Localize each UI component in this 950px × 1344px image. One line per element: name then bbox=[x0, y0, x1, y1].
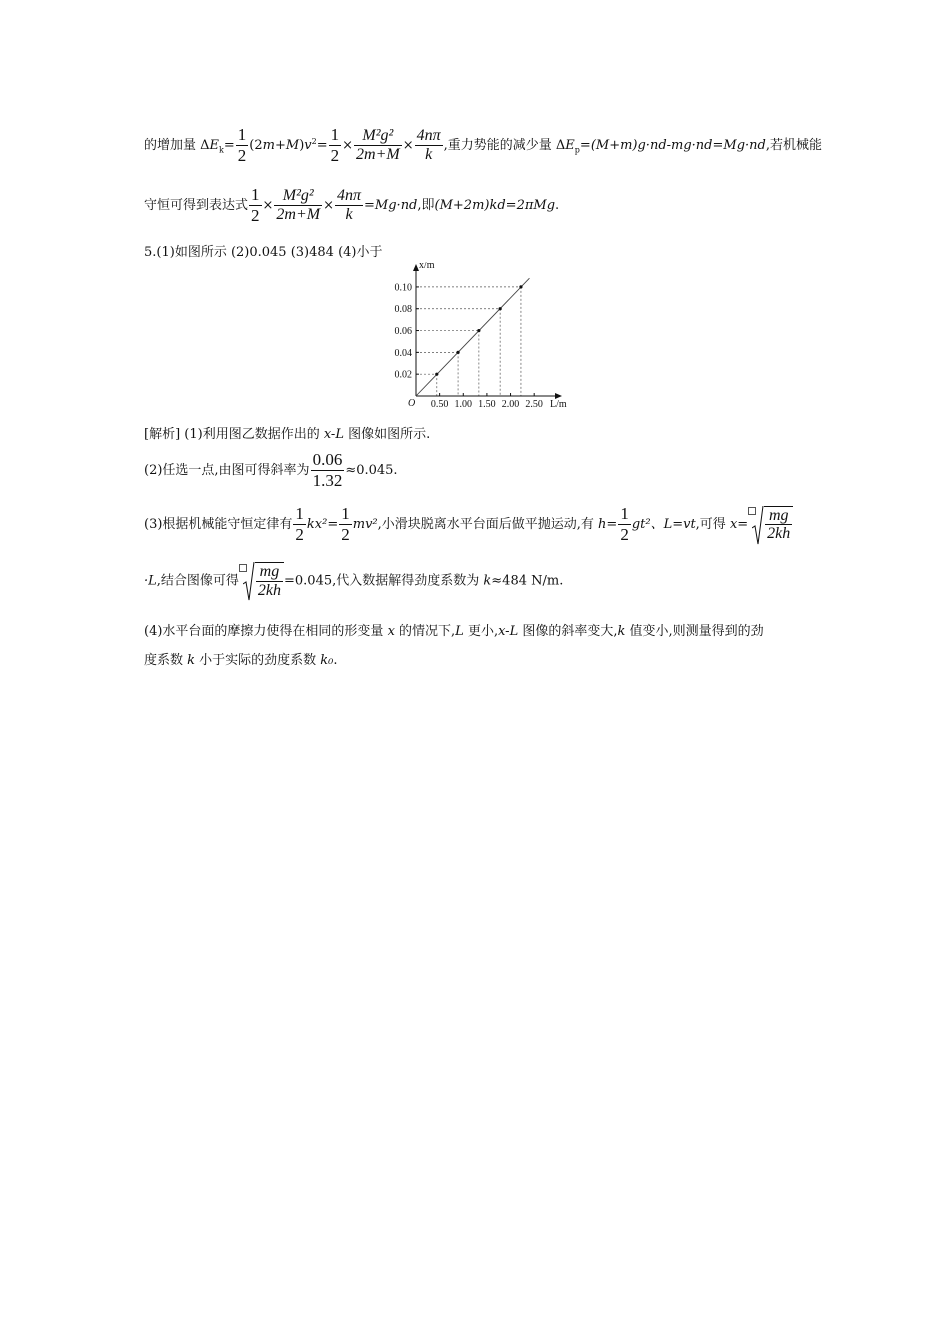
text: x-L bbox=[498, 624, 519, 639]
var-E: E bbox=[209, 138, 220, 154]
text: 的情况下, bbox=[394, 624, 456, 639]
text: (2)任选一点,由图可得斜率为 bbox=[144, 463, 310, 479]
text: 的增加量 Δ bbox=[144, 138, 210, 154]
var-E: E bbox=[565, 138, 575, 154]
y-tick-label-3: 0.08 bbox=[394, 304, 412, 316]
fraction: $\frac{1}{2}$ bbox=[341, 504, 350, 544]
text: ≈0.045. bbox=[345, 463, 398, 479]
text: ,可得 bbox=[695, 517, 730, 533]
text: (2 bbox=[249, 138, 263, 154]
answer-line: 5.(1)如图所示 (2)0.045 (3)484 (4)小于 bbox=[144, 245, 383, 260]
text: = bbox=[223, 138, 235, 154]
subscript: k bbox=[219, 145, 224, 155]
text: k bbox=[187, 653, 196, 668]
fraction: $\frac{mg}{2kh}$ bbox=[257, 563, 282, 599]
text: k bbox=[483, 573, 492, 589]
text: × bbox=[323, 198, 335, 214]
text: ,结合图像可得 bbox=[156, 573, 239, 589]
analysis-line-2 bbox=[144, 451, 398, 490]
y-tick-label-0: 0.02 bbox=[394, 369, 412, 381]
text: × bbox=[342, 138, 354, 154]
text: 图像的斜率变大, bbox=[518, 624, 618, 639]
text: 守恒可得到表达式 bbox=[144, 198, 249, 214]
y-tick-label-4: 0.10 bbox=[394, 282, 412, 294]
y-axis-label: x/m bbox=[419, 262, 435, 271]
text-line-2 bbox=[144, 186, 559, 225]
text: × bbox=[262, 198, 274, 214]
text: =0.045,代入数据解得劲度系数为 bbox=[284, 573, 484, 589]
origin-label: O bbox=[408, 398, 416, 409]
text: ,即 bbox=[417, 198, 435, 214]
var-v: v bbox=[304, 138, 312, 154]
data-point-4 bbox=[519, 285, 522, 288]
text-line-1 bbox=[144, 126, 822, 165]
text: + bbox=[274, 138, 286, 154]
data-point-3 bbox=[499, 307, 502, 310]
x-tick-label-0: 0.50 bbox=[430, 399, 449, 410]
text: ) bbox=[299, 138, 305, 154]
data-point-2 bbox=[477, 329, 480, 332]
x-tick-label-3: 2.00 bbox=[501, 399, 520, 410]
fraction: $\frac{1}{2}$ bbox=[237, 125, 247, 165]
text: L bbox=[455, 624, 464, 639]
text: 度系数 bbox=[144, 653, 188, 668]
text: x-L bbox=[323, 427, 344, 442]
text: (M+2m)kd=2πMg bbox=[434, 198, 556, 214]
sqrt-expression bbox=[752, 506, 793, 544]
fraction: $\frac{4n\pi}{k}$ bbox=[337, 187, 362, 223]
text: . bbox=[555, 198, 560, 214]
fraction: $\frac{1}{2}$ bbox=[330, 125, 340, 165]
fraction: $\frac{0.06}{1.32}$ bbox=[312, 450, 343, 490]
analysis-line-4 bbox=[144, 562, 563, 600]
text: ,若机械能 bbox=[765, 138, 822, 154]
text: × bbox=[402, 138, 414, 154]
x-axis-label: L/m bbox=[550, 399, 567, 410]
text: . bbox=[333, 653, 338, 668]
text: = bbox=[316, 138, 328, 154]
text: (4)水平台面的摩擦力使得在相同的形变量 bbox=[144, 624, 388, 639]
text: (3)根据机械能守恒定律有 bbox=[144, 517, 293, 533]
x-tick-label-2: 1.50 bbox=[478, 399, 496, 410]
y-tick-label-2: 0.06 bbox=[394, 326, 412, 338]
fraction: $\frac{1}{2}$ bbox=[251, 185, 260, 225]
text: gt²、L=vt bbox=[631, 517, 696, 533]
text: 小于实际的劲度系数 bbox=[195, 653, 321, 668]
fraction: $\frac{mg}{2kh}$ bbox=[767, 506, 791, 543]
var-m: m bbox=[262, 138, 275, 154]
fraction: $\frac{\text{M²g²}}{2m+M}$ bbox=[276, 187, 321, 223]
analysis-line-3 bbox=[144, 505, 793, 544]
text: ,小滑块脱离水平台面后做平抛运动,有 bbox=[377, 517, 599, 533]
text: kx²= bbox=[306, 517, 339, 533]
text: x= bbox=[729, 517, 749, 533]
text: 更小, bbox=[463, 624, 499, 639]
x-tick-label-4: 2.50 bbox=[525, 399, 543, 410]
x-L-chart bbox=[378, 262, 568, 414]
analysis-line-5 bbox=[144, 620, 764, 639]
text: [解析] (1)利用图乙数据作出的 bbox=[144, 427, 324, 442]
text: ≈484 N/m. bbox=[491, 573, 564, 589]
fraction: $\frac{\text{M²g²}}{2m+M}$ bbox=[356, 127, 400, 163]
fit-line bbox=[416, 278, 529, 396]
text: 值变小,则测量得到的劲 bbox=[625, 624, 764, 639]
text: ·L bbox=[144, 573, 157, 589]
text: x bbox=[387, 624, 395, 639]
text: k₀ bbox=[320, 653, 334, 668]
text: 图像如图所示. bbox=[343, 427, 431, 442]
text: =Mg·nd bbox=[364, 198, 418, 214]
analysis-line-1 bbox=[144, 423, 430, 442]
var-M: M bbox=[285, 138, 300, 154]
subscript: p bbox=[574, 145, 580, 155]
superscript: 2 bbox=[311, 136, 317, 146]
fraction: $\frac{1}{2}$ bbox=[620, 504, 629, 544]
fraction: $\frac{1}{2}$ bbox=[295, 504, 304, 544]
fraction: $\frac{4n\pi}{k}$ bbox=[416, 127, 441, 163]
y-tick-label-1: 0.04 bbox=[394, 347, 412, 359]
data-point-0 bbox=[435, 373, 438, 376]
text: ,重力势能的减少量 Δ bbox=[443, 138, 566, 154]
sqrt-expression bbox=[243, 562, 284, 600]
analysis-line-6 bbox=[144, 649, 338, 668]
x-tick-label-1: 1.00 bbox=[454, 399, 473, 410]
text: h= bbox=[598, 517, 618, 533]
text: k bbox=[617, 624, 626, 639]
text: =(M+m)g·nd-mg·nd=Mg·nd bbox=[579, 138, 766, 154]
data-point-1 bbox=[456, 351, 459, 354]
text: mv² bbox=[352, 517, 378, 533]
